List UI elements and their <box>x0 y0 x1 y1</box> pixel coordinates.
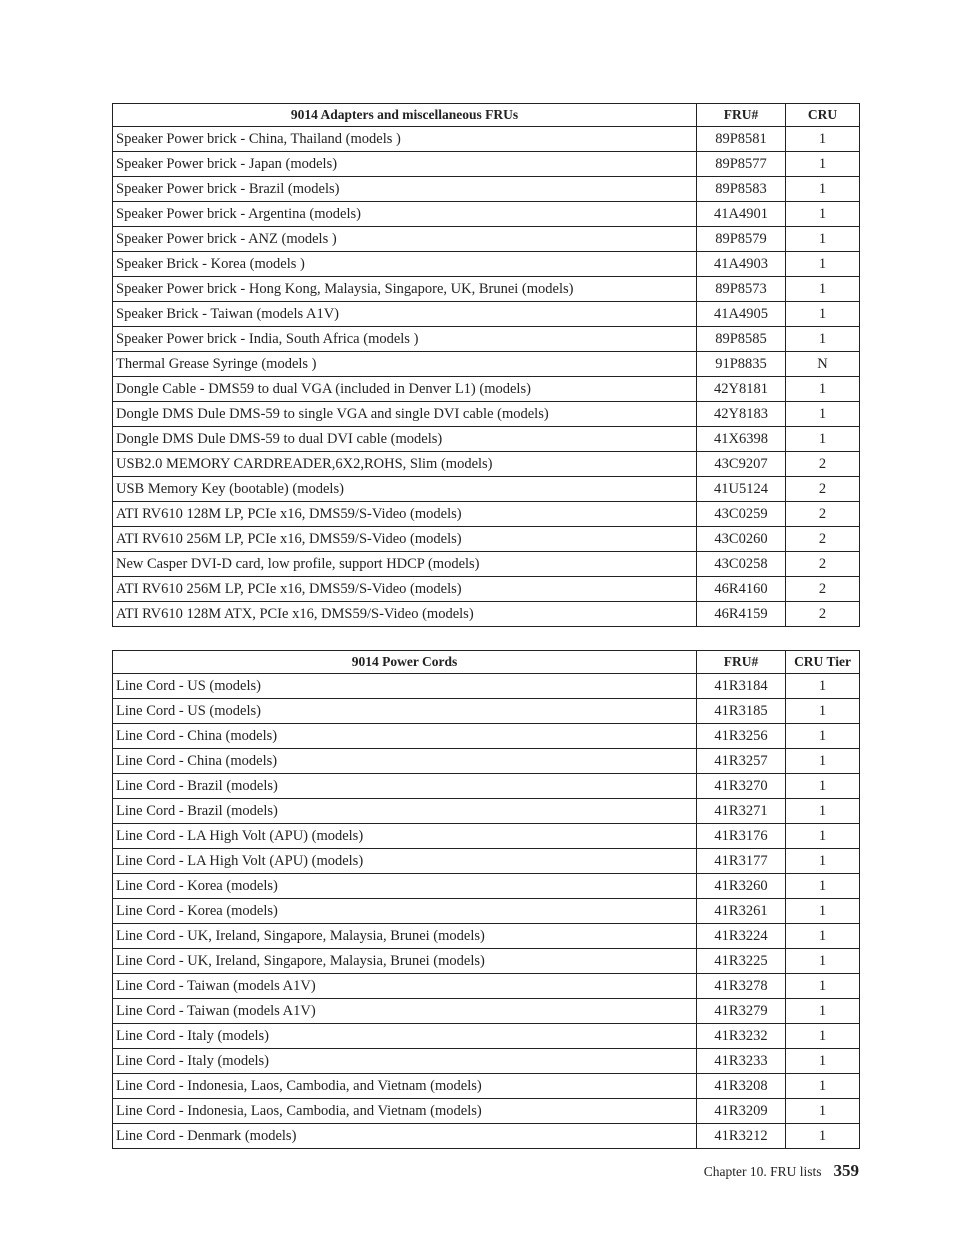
table-row <box>113 724 860 749</box>
table-row <box>113 749 860 774</box>
cru-value-cell: 2 <box>786 452 860 477</box>
fru-number-cell: 43C0258 <box>697 552 786 577</box>
fru-number-cell: 41R3185 <box>697 699 786 724</box>
fru-number-cell: 89P8585 <box>697 327 786 352</box>
cru-value-cell: 1 <box>786 824 860 849</box>
table-row <box>113 252 860 277</box>
column-header-fru: FRU# <box>697 651 786 674</box>
chapter-title: Chapter 10. FRU lists <box>703 1164 822 1179</box>
table-row <box>113 577 860 602</box>
fru-description-cell: Line Cord - UK, Ireland, Singapore, Malaysia, Brunei (models) <box>113 949 697 974</box>
cru-value-cell: 1 <box>786 674 860 699</box>
table-row <box>113 377 860 402</box>
cru-value-cell: 1 <box>786 799 860 824</box>
table-row <box>113 799 860 824</box>
fru-description-cell: Speaker Power brick - Argentina (models) <box>113 202 697 227</box>
column-header-fru: FRU# <box>697 104 786 127</box>
fru-number-cell: 41R3261 <box>697 899 786 924</box>
table-row <box>113 824 860 849</box>
page-number: 359 <box>833 1161 859 1180</box>
fru-number-cell: 42Y8183 <box>697 402 786 427</box>
table-row <box>113 1099 860 1124</box>
fru-number-cell: 46R4159 <box>697 602 786 627</box>
fru-number-cell: 89P8581 <box>697 127 786 152</box>
cru-value-cell: 2 <box>786 477 860 502</box>
cru-value-cell: 1 <box>786 377 860 402</box>
fru-description-cell: Line Cord - Indonesia, Laos, Cambodia, and Vietnam (models) <box>113 1074 697 1099</box>
fru-number-cell: 41R3256 <box>697 724 786 749</box>
cru-value-cell: 1 <box>786 1099 860 1124</box>
column-header-cru: CRU <box>786 104 860 127</box>
cru-value-cell: N <box>786 352 860 377</box>
table-row <box>113 202 860 227</box>
fru-description-cell: Line Cord - UK, Ireland, Singapore, Malaysia, Brunei (models) <box>113 924 697 949</box>
cru-value-cell: 1 <box>786 899 860 924</box>
fru-description-cell: Speaker Power brick - India, South Africa (models ) <box>113 327 697 352</box>
table-row <box>113 302 860 327</box>
table-row <box>113 527 860 552</box>
fru-number-cell: 89P8573 <box>697 277 786 302</box>
fru-number-cell: 41A4903 <box>697 252 786 277</box>
table-row <box>113 949 860 974</box>
table-row <box>113 899 860 924</box>
fru-description-cell: New Casper DVI-D card, low profile, support HDCP (models) <box>113 552 697 577</box>
fru-description-cell: Dongle DMS Dule DMS-59 to single VGA and single DVI cable (models) <box>113 402 697 427</box>
fru-number-cell: 41R3260 <box>697 874 786 899</box>
fru-description-cell: Speaker Power brick - Brazil (models) <box>113 177 697 202</box>
fru-description-cell: Line Cord - Korea (models) <box>113 899 697 924</box>
fru-description-cell: Thermal Grease Syringe (models ) <box>113 352 697 377</box>
fru-description-cell: ATI RV610 256M LP, PCIe x16, DMS59/S-Video (models) <box>113 527 697 552</box>
fru-number-cell: 41R3278 <box>697 974 786 999</box>
fru-number-cell: 41A4901 <box>697 202 786 227</box>
fru-description-cell: Line Cord - Italy (models) <box>113 1049 697 1074</box>
table-row <box>113 924 860 949</box>
fru-number-cell: 41R3225 <box>697 949 786 974</box>
table-row <box>113 602 860 627</box>
table-row <box>113 227 860 252</box>
fru-number-cell: 41R3232 <box>697 1024 786 1049</box>
fru-description-cell: Dongle Cable - DMS59 to dual VGA (included in Denver L1) (models) <box>113 377 697 402</box>
table-row <box>113 327 860 352</box>
cru-value-cell: 2 <box>786 602 860 627</box>
fru-number-cell: 41R3177 <box>697 849 786 874</box>
fru-number-cell: 41R3212 <box>697 1124 786 1149</box>
fru-description-cell: Line Cord - LA High Volt (APU) (models) <box>113 824 697 849</box>
cru-value-cell: 1 <box>786 974 860 999</box>
fru-description-cell: Line Cord - Taiwan (models A1V) <box>113 974 697 999</box>
fru-description-cell: ATI RV610 128M ATX, PCIe x16, DMS59/S-Video (models) <box>113 602 697 627</box>
column-header-description: 9014 Power Cords <box>113 651 697 674</box>
cru-value-cell: 1 <box>786 127 860 152</box>
power-cords-table-body <box>113 674 860 1149</box>
adapters-fru-table <box>112 103 860 627</box>
fru-number-cell: 43C9207 <box>697 452 786 477</box>
cru-value-cell: 1 <box>786 1124 860 1149</box>
fru-number-cell: 41R3271 <box>697 799 786 824</box>
fru-description-cell: Speaker Brick - Korea (models ) <box>113 252 697 277</box>
fru-number-cell: 41R3184 <box>697 674 786 699</box>
cru-value-cell: 1 <box>786 999 860 1024</box>
fru-description-cell: Dongle DMS Dule DMS-59 to dual DVI cable (models) <box>113 427 697 452</box>
cru-value-cell: 2 <box>786 527 860 552</box>
fru-number-cell: 91P8835 <box>697 352 786 377</box>
fru-description-cell: Line Cord - Italy (models) <box>113 1024 697 1049</box>
cru-value-cell: 1 <box>786 1024 860 1049</box>
fru-description-cell: ATI RV610 256M LP, PCIe x16, DMS59/S-Video (models) <box>113 577 697 602</box>
fru-description-cell: Line Cord - Korea (models) <box>113 874 697 899</box>
cru-value-cell: 1 <box>786 402 860 427</box>
table-row <box>113 674 860 699</box>
table-row <box>113 774 860 799</box>
fru-number-cell: 41R3208 <box>697 1074 786 1099</box>
table-row <box>113 1074 860 1099</box>
fru-description-cell: Speaker Power brick - Hong Kong, Malaysia, Singapore, UK, Brunei (models) <box>113 277 697 302</box>
cru-value-cell: 1 <box>786 1074 860 1099</box>
table-row <box>113 699 860 724</box>
fru-number-cell: 42Y8181 <box>697 377 786 402</box>
fru-number-cell: 41X6398 <box>697 427 786 452</box>
fru-number-cell: 41R3176 <box>697 824 786 849</box>
fru-description-cell: Line Cord - Brazil (models) <box>113 799 697 824</box>
table-row <box>113 1124 860 1149</box>
fru-description-cell: Line Cord - Denmark (models) <box>113 1124 697 1149</box>
table-row <box>113 502 860 527</box>
table-row <box>113 277 860 302</box>
cru-value-cell: 1 <box>786 227 860 252</box>
table-row <box>113 974 860 999</box>
table-row <box>113 477 860 502</box>
cru-value-cell: 1 <box>786 849 860 874</box>
table-row <box>113 874 860 899</box>
table-header-row <box>113 104 860 127</box>
cru-value-cell: 1 <box>786 1049 860 1074</box>
fru-description-cell: USB Memory Key (bootable) (models) <box>113 477 697 502</box>
table-header-row <box>113 651 860 674</box>
fru-number-cell: 41R3270 <box>697 774 786 799</box>
fru-number-cell: 43C0259 <box>697 502 786 527</box>
fru-description-cell: Line Cord - Indonesia, Laos, Cambodia, and Vietnam (models) <box>113 1099 697 1124</box>
fru-description-cell: Speaker Power brick - Japan (models) <box>113 152 697 177</box>
fru-description-cell: Line Cord - US (models) <box>113 674 697 699</box>
fru-description-cell: Line Cord - Brazil (models) <box>113 774 697 799</box>
fru-number-cell: 41R3224 <box>697 924 786 949</box>
cru-value-cell: 1 <box>786 427 860 452</box>
fru-number-cell: 89P8583 <box>697 177 786 202</box>
cru-value-cell: 1 <box>786 302 860 327</box>
table-row <box>113 127 860 152</box>
fru-number-cell: 41R3257 <box>697 749 786 774</box>
cru-value-cell: 2 <box>786 577 860 602</box>
fru-description-cell: Speaker Brick - Taiwan (models A1V) <box>113 302 697 327</box>
fru-description-cell: Line Cord - US (models) <box>113 699 697 724</box>
table-row <box>113 402 860 427</box>
column-header-cru-tier: CRU Tier <box>786 651 860 674</box>
cru-value-cell: 1 <box>786 277 860 302</box>
fru-description-cell: Line Cord - China (models) <box>113 749 697 774</box>
cru-value-cell: 1 <box>786 152 860 177</box>
table-row <box>113 152 860 177</box>
column-header-description: 9014 Adapters and miscellaneous FRUs <box>113 104 697 127</box>
table-row <box>113 999 860 1024</box>
cru-value-cell: 1 <box>786 202 860 227</box>
cru-value-cell: 2 <box>786 502 860 527</box>
table-row <box>113 177 860 202</box>
fru-description-cell: ATI RV610 128M LP, PCIe x16, DMS59/S-Video (models) <box>113 502 697 527</box>
fru-number-cell: 41R3233 <box>697 1049 786 1074</box>
table-row <box>113 849 860 874</box>
fru-description-cell: Speaker Power brick - ANZ (models ) <box>113 227 697 252</box>
table-row <box>113 1049 860 1074</box>
cru-value-cell: 1 <box>786 327 860 352</box>
fru-description-cell: Line Cord - Taiwan (models A1V) <box>113 999 697 1024</box>
cru-value-cell: 2 <box>786 552 860 577</box>
cru-value-cell: 1 <box>786 774 860 799</box>
fru-number-cell: 43C0260 <box>697 527 786 552</box>
fru-number-cell: 41R3279 <box>697 999 786 1024</box>
cru-value-cell: 1 <box>786 724 860 749</box>
cru-value-cell: 1 <box>786 749 860 774</box>
fru-description-cell: Line Cord - LA High Volt (APU) (models) <box>113 849 697 874</box>
table-row <box>113 452 860 477</box>
fru-number-cell: 41U5124 <box>697 477 786 502</box>
cru-value-cell: 1 <box>786 924 860 949</box>
cru-value-cell: 1 <box>786 699 860 724</box>
fru-number-cell: 41A4905 <box>697 302 786 327</box>
adapters-table-body <box>113 127 860 627</box>
power-cords-fru-table <box>112 650 860 1149</box>
fru-description-cell: Line Cord - China (models) <box>113 724 697 749</box>
table-row <box>113 352 860 377</box>
cru-value-cell: 1 <box>786 874 860 899</box>
cru-value-cell: 1 <box>786 177 860 202</box>
fru-description-cell: USB2.0 MEMORY CARDREADER,6X2,ROHS, Slim (models) <box>113 452 697 477</box>
table-row <box>113 1024 860 1049</box>
table-row <box>113 427 860 452</box>
fru-number-cell: 41R3209 <box>697 1099 786 1124</box>
fru-description-cell: Speaker Power brick - China, Thailand (models ) <box>113 127 697 152</box>
fru-number-cell: 89P8577 <box>697 152 786 177</box>
table-row <box>113 552 860 577</box>
fru-number-cell: 89P8579 <box>697 227 786 252</box>
page-footer <box>704 1161 859 1181</box>
cru-value-cell: 1 <box>786 949 860 974</box>
fru-number-cell: 46R4160 <box>697 577 786 602</box>
cru-value-cell: 1 <box>786 252 860 277</box>
